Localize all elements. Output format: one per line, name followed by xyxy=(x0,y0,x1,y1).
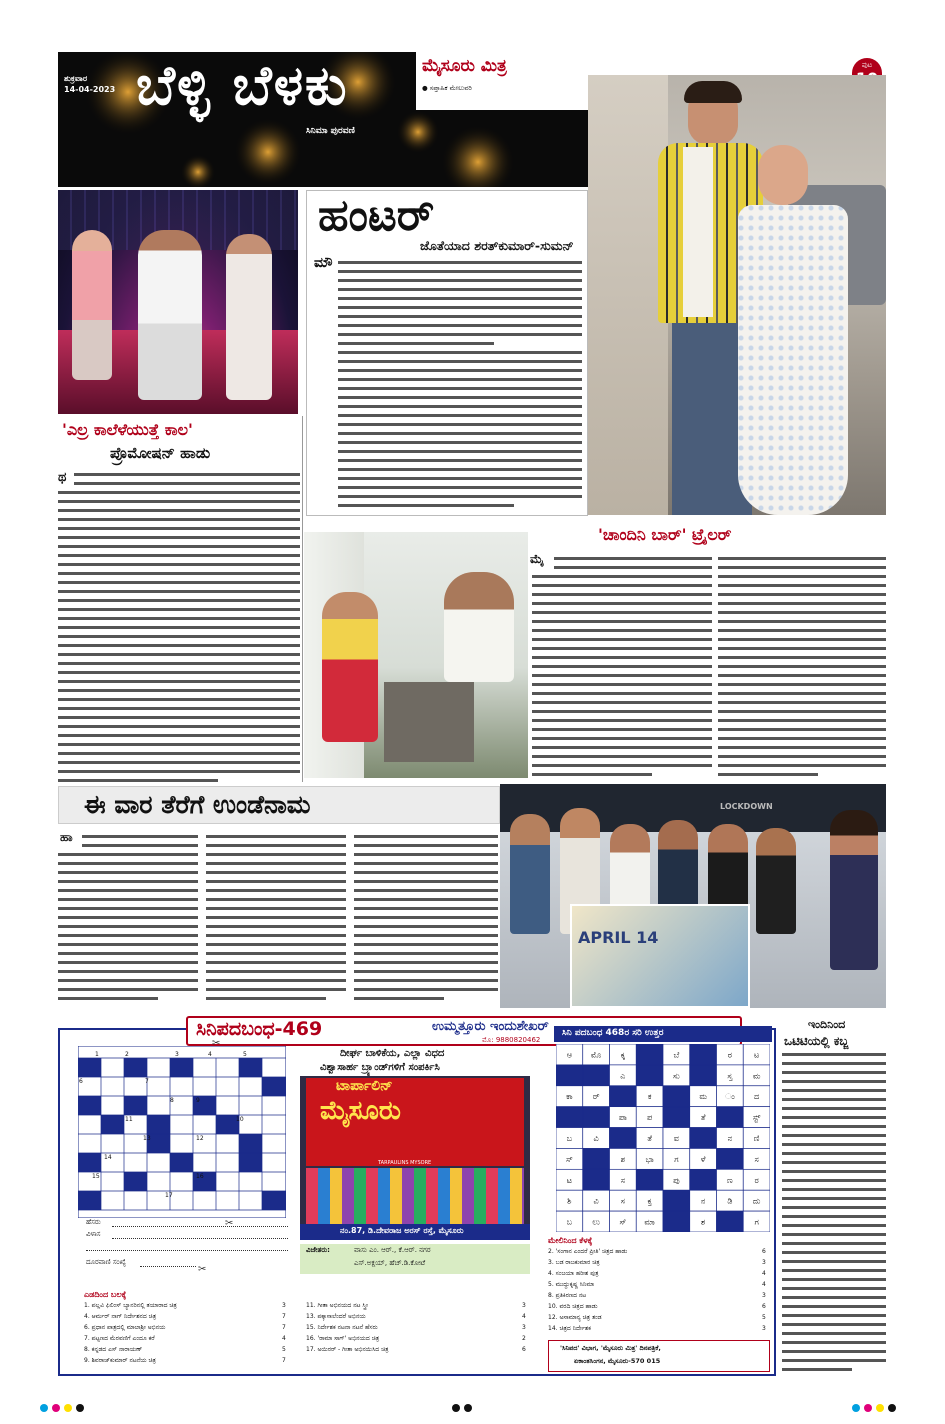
down-clue: 3. ಬಡ ರಾಜಕುಮಾರ ಚಿತ್ರ xyxy=(548,1259,600,1266)
grid-num-8: 8 xyxy=(170,1097,174,1104)
answer-letter: ಕ್ತ xyxy=(647,1196,652,1206)
scissors-icon: ✂ xyxy=(212,1038,221,1049)
registration-marks xyxy=(40,1404,900,1414)
brand-box xyxy=(416,52,588,110)
answer-block-cell xyxy=(663,1107,690,1128)
answer-letter: ವಿ xyxy=(593,1196,599,1206)
answer-letter: ಮೊ xyxy=(590,1050,602,1060)
answer-letter: ಸ್ xyxy=(619,1217,627,1227)
answer-letter: ಕ xyxy=(647,1092,652,1102)
footer-note: 'ಸಿನಿಪದ' ವಿಭಾಗ, 'ಮೈಸೂರು ಮಿತ್ರ' ದಿನಪತ್ರಿಕೆ, xyxy=(560,1344,661,1352)
chandini-title: 'ಚಾಂದಿನಿ ಬಾರ್' ಟ್ರೈಲರ್ xyxy=(598,525,732,544)
answer-letter: ಮಾ xyxy=(644,1217,655,1227)
answer-block-cell xyxy=(690,1128,717,1149)
across-clue: 9. ಶಿವರಾಜ್‌ಕುಮಾರ್ ನಟನೆಯ ಚಿತ್ರ xyxy=(84,1357,156,1364)
mid-num: 3 xyxy=(522,1302,526,1309)
answer-letter: ಶ xyxy=(620,1154,626,1164)
answer-title: ಸಿನಿ ಪದಬಂಧ 468ರ ಸರಿ ಉತ್ತರ xyxy=(562,1028,664,1038)
form-phone-field[interactable] xyxy=(140,1266,196,1267)
answer-letter: ಣ xyxy=(727,1175,733,1185)
answer-letter: ಶ xyxy=(700,1217,706,1227)
masthead-date: 14-04-2023 xyxy=(64,85,116,94)
answer-block-cell xyxy=(636,1044,663,1065)
winners-title: ವಿಜೇತರು: xyxy=(306,1246,330,1254)
answer-letter: ಭಾ xyxy=(645,1154,654,1164)
down-num: 6 xyxy=(762,1303,766,1310)
across-clue: 7. ಪಟ್ಟಣದ ಮೆರವಣಿಗೆ ಎಂದೂ ಕರೆ xyxy=(84,1335,155,1342)
mid-num: 3 xyxy=(522,1324,526,1331)
answer-block-cell xyxy=(556,1107,583,1128)
across-clue: 4. ಆರ್ಮರ್ ನಾಗ್ ನಿರ್ದೇಶನದ ಚಿತ್ರ xyxy=(84,1313,157,1320)
answer-block-cell xyxy=(663,1190,690,1211)
grid-num-7: 7 xyxy=(145,1078,149,1085)
answer-letter: ಬ xyxy=(566,1217,573,1227)
answer-letter: ರ xyxy=(754,1175,759,1185)
crossword-grid[interactable] xyxy=(78,1046,286,1218)
scissors-icon: ✂ xyxy=(198,1264,207,1275)
grid-num-1: 1 xyxy=(95,1051,99,1058)
answer-letter: ಕ್ಕ xyxy=(620,1050,626,1060)
across-clue: 1. ಪಲ್ಲವಿ ಫಿಲಿಂಸ್ ಬ್ಯಾನರಿನಲ್ಲಿ ತಯಾರಾದ ಚಿತ್ರ xyxy=(84,1302,177,1309)
answer-block-cell xyxy=(717,1148,744,1169)
answer-letter: ಲು xyxy=(592,1217,600,1227)
movie-poster xyxy=(570,904,750,1008)
ad-line-2: ವಿಶ್ವಾಸಾರ್ಹ ಬ್ರ್ಯಾಂಡ್‌ಗಳಿಗೆ ಸಂಪರ್ಕಿಸಿ xyxy=(320,1062,440,1073)
answer-block-cell xyxy=(583,1148,610,1169)
form-name-label: ಹೆಸರು xyxy=(86,1218,101,1226)
ella-dropcap: ಥ xyxy=(58,470,67,485)
answer-letter: ಮ xyxy=(752,1071,761,1081)
undenaama-group-photo xyxy=(500,784,886,1008)
mid-clue: 17. ಅಯಿರರ್ - ಗೀತಾ ಅಭಿನಯಿಸಿದ ಚಿತ್ರ xyxy=(306,1346,389,1353)
masthead-title: ಬೆಳ್ಳಿ ಬೆಳಕು xyxy=(136,54,349,117)
down-clue: 14. ಚಿತ್ರದ ನಿರ್ದೇಶಕ xyxy=(548,1325,591,1332)
ad-sign-3: TARPAULINS MYSORE xyxy=(378,1160,432,1166)
mid-clue: 15. ನಿರ್ದೇಶಕ ನಟನಾ ನಟನೆ ಹೆಸರು xyxy=(306,1324,378,1331)
grid-num-3: 3 xyxy=(175,1051,179,1058)
answer-letter: ಬ xyxy=(566,1134,573,1143)
mid-clue: 16. 'ರಾಮಾ ಸಾಗ್' ಅಭಿನಯದ ಚಿತ್ರ xyxy=(306,1335,380,1342)
ella-title: 'ಎಲ್ರ ಕಾಲೆಳೆಯುತ್ತೆ ಕಾಲ' xyxy=(62,420,193,439)
across-num: 3 xyxy=(282,1302,286,1309)
answer-block-cell xyxy=(690,1169,717,1190)
answer-letter: ರ xyxy=(727,1050,732,1060)
brand-name: ಮೈಸೂರು ಮಿತ್ರ xyxy=(422,56,507,76)
across-num: 4 xyxy=(282,1335,286,1342)
answer-letter: ಸ xyxy=(754,1154,759,1164)
answer-block-cell xyxy=(610,1128,637,1149)
grid-num-10: 10 xyxy=(236,1116,244,1123)
chandini-body-text-right xyxy=(718,556,886,776)
answer-block-cell xyxy=(610,1086,637,1107)
answer-block-cell xyxy=(583,1065,610,1086)
answer-block-cell xyxy=(556,1065,583,1086)
across-num: 7 xyxy=(282,1357,286,1364)
answer-letter: ಂ xyxy=(724,1092,735,1102)
down-clue: 8. ಪ್ರತಿಕಿರಣದ ನಟ xyxy=(548,1292,587,1299)
crossword-phone: ಮೊ: 9880820462 xyxy=(482,1036,541,1044)
ott-title-1: ಇಂದಿನಿಂದ xyxy=(808,1018,846,1031)
masthead-day: ಶುಕ್ರವಾರ xyxy=(64,74,88,83)
answer-letter: ಆ xyxy=(566,1050,573,1060)
answer-letter: ವಿ xyxy=(593,1134,599,1143)
down-num: 5 xyxy=(762,1314,766,1321)
down-num: 4 xyxy=(762,1281,766,1288)
answer-letter: ಸ xyxy=(620,1175,625,1185)
answer-letter: ಮ xyxy=(699,1092,707,1102)
hunter-subtitle: ಜೊತೆಯಾದ ಶರತ್‌ಕುಮಾರ್-ಸುಮನ್ xyxy=(420,238,574,253)
mid-num: 2 xyxy=(522,1335,526,1342)
down-clue: 2. 'ಸಂಗಾನ ಎಂದರೆ ಪ್ರೀತಿ' ಚಿತ್ರದ ಹಾಡು xyxy=(548,1248,628,1255)
grid-num-6: 6 xyxy=(79,1078,83,1085)
ella-subtitle: ಪ್ರೊಮೋಷನ್ ಹಾಡು xyxy=(110,444,211,462)
answer-letter: ಶಿ xyxy=(567,1196,572,1206)
grid-num-12: 12 xyxy=(196,1135,204,1142)
down-clue: 5. ಮುದ್ದುಕೃಷ್ಣ ಸಿನಿಮಾ xyxy=(548,1281,595,1288)
answer-block-cell xyxy=(690,1065,717,1086)
answer-letter: ಡಿ xyxy=(727,1196,733,1206)
grid-num-2: 2 xyxy=(125,1051,129,1058)
answer-block-cell xyxy=(690,1044,717,1065)
answer-letter: ಪಾ xyxy=(618,1113,627,1123)
tarpaulin-shop-photo xyxy=(300,1076,530,1224)
hunter-title: ಹಂಟರ್ xyxy=(318,190,435,241)
answer-letter: ಪ xyxy=(647,1113,653,1123)
ad-address: ನಂ.87, ಡಿ.ದೇವರಾಜ ಅರಸ್ ರಸ್ತೆ, ಮೈಸೂರು xyxy=(340,1226,464,1235)
down-num: 3 xyxy=(762,1325,766,1332)
down-title: ಮೇಲಿನಿಂದ ಕೆಳಕ್ಕೆ xyxy=(548,1236,593,1245)
chandini-photo xyxy=(304,532,528,778)
ad-sign-2: ಮೈಸೂರು xyxy=(320,1096,401,1126)
chandini-dropcap: ಮೈ xyxy=(530,552,544,566)
answer-letter: ಟ xyxy=(566,1175,572,1185)
answer-block-cell xyxy=(717,1211,744,1232)
answer-letter: ಸ್ಟ್ xyxy=(752,1113,761,1123)
across-clue: 6. ಪ್ರಧಾನ ಪಾತ್ರದಲ್ಲಿ ಮಾಲಾಶ್ರೀ ಅಭಿನಯ xyxy=(84,1324,166,1331)
woman-figure xyxy=(738,145,848,515)
down-num: 3 xyxy=(762,1292,766,1299)
page-label: ಪುಟ xyxy=(861,61,873,69)
answer-block-cell xyxy=(636,1065,663,1086)
hunter-couple-photo xyxy=(588,75,886,515)
stage-promo-photo xyxy=(58,190,298,414)
form-name-field[interactable] xyxy=(112,1226,288,1227)
winners-text-2: ಎಸ್.ಅಕ್ಷಯ್, ಹೆಚ್.ಡಿ.ಕೋಟೆ xyxy=(354,1259,426,1267)
answer-letter: ಪು xyxy=(673,1175,680,1185)
answer-letter: ನ xyxy=(727,1134,733,1143)
answer-letter: ಸ xyxy=(620,1196,625,1206)
answer-letter: ದ xyxy=(754,1092,760,1102)
ott-body-text xyxy=(782,1052,886,1376)
mid-num: 6 xyxy=(522,1346,526,1353)
scissors-icon: ✂ xyxy=(225,1218,234,1229)
poster-date: APRIL 14 xyxy=(578,928,659,947)
answer-letter: ಟ xyxy=(754,1050,760,1060)
answer-letter: ವ xyxy=(673,1134,679,1143)
answer-letter: ನ xyxy=(700,1196,706,1206)
grid-num-13: 13 xyxy=(143,1135,151,1142)
column-rule xyxy=(302,416,303,782)
ee-vaara-title: ಈ ವಾರ ತೆರೆಗೆ ಉಂಡೆನಾಮ xyxy=(84,790,311,819)
ee-vaara-dropcap: ಹಾ xyxy=(60,830,73,844)
answer-letter: ಗ xyxy=(674,1154,679,1164)
answer-letter: ಳೆ xyxy=(700,1154,706,1164)
form-address-line-2[interactable] xyxy=(86,1250,288,1251)
answer-block-cell xyxy=(663,1086,690,1107)
grid-num-15: 15 xyxy=(92,1173,100,1180)
crossword-author: ಉಮ್ಮತ್ತೂರು ಇಂದುಶೇಖರ್ xyxy=(432,1019,549,1034)
grid-num-9: 9 xyxy=(196,1097,200,1104)
ad-line-1: ದೀರ್ಘ ಬಾಳಿಕೆಯ, ಎಲ್ಲಾ ವಿಧದ xyxy=(340,1048,445,1059)
across-num: 5 xyxy=(282,1346,286,1353)
answer-letter: ಬೆ xyxy=(673,1050,680,1060)
answer-block-cell xyxy=(663,1211,690,1232)
form-address-field[interactable] xyxy=(112,1238,288,1239)
across-clue: 8. ಕನ್ನಡದ ಎಸ್ ನಾರಾಯಣ್ xyxy=(84,1346,143,1353)
hunter-body-text xyxy=(338,260,584,508)
masthead xyxy=(58,52,588,187)
answer-block-cell xyxy=(583,1169,610,1190)
answer-letter: ರ್ xyxy=(592,1092,600,1102)
answer-letter: ಣಿ xyxy=(753,1134,760,1143)
winners-text: ವಾಸು ಎಂ. ಆರ್., ಕೆ.ಆರ್. ನಗರ xyxy=(354,1246,431,1254)
down-num: 6 xyxy=(762,1248,766,1255)
answer-letter: ಗ xyxy=(754,1217,759,1227)
ott-title-2: ಒಟಿಟಿಯಲ್ಲಿ ಕಬ್ಜ xyxy=(784,1034,849,1048)
answer-letter: ಸ್ತ xyxy=(727,1071,733,1081)
crossword-banner-title: ಸಿನಿಪದಬಂಧ-469 xyxy=(196,1018,323,1040)
ella-body-text xyxy=(58,472,300,784)
down-clue: 10. ವರದಿ ಚಿತ್ರದ ಹಾಡು xyxy=(548,1303,598,1310)
ee-vaara-body-text xyxy=(58,834,500,1008)
masthead-subtitle: ಸಿನಿಮಾ ಪುರವಣಿ xyxy=(306,126,355,136)
answer-letter: ಕಾ xyxy=(566,1092,573,1102)
answer-letter: ಸು xyxy=(672,1071,680,1081)
grid-num-16: 16 xyxy=(196,1173,204,1180)
answer-block-cell xyxy=(583,1107,610,1128)
down-clue: 12. ಅಸಾಮಾನ್ಯ ಚಿತ್ರ ತಂಡ xyxy=(548,1314,602,1321)
grid-num-14: 14 xyxy=(104,1154,112,1161)
form-address-label: ವಿಳಾಸ xyxy=(86,1230,101,1238)
answer-block-cell xyxy=(717,1107,744,1128)
grid-num-17: 17 xyxy=(165,1192,173,1199)
across-num: 7 xyxy=(282,1313,286,1320)
mid-clue: 13. ಪಕ್ಕಾಸಾಲೆಂದರೆ ಅಭಿನಯ xyxy=(306,1313,366,1320)
grid-num-11: 11 xyxy=(125,1116,133,1123)
lockdown-label: LOCKDOWN xyxy=(720,802,773,811)
mid-num: 4 xyxy=(522,1313,526,1320)
answer-letter: ಸ್ xyxy=(565,1154,573,1164)
answer-letter: ತೆ xyxy=(700,1113,706,1123)
mid-clue: 11. ಗೀತಾ ಅಭಿನಯದ ನಟ ಸ್ತ್ರೀ xyxy=(306,1302,368,1309)
answer-grid xyxy=(556,1044,770,1232)
answer-block-cell xyxy=(636,1169,663,1190)
answer-letter: ತೆ xyxy=(647,1134,652,1143)
footer-note-2: ಏಕಾಂತಸಿಂಗನ, ಮೈಸೂರು-570 015 xyxy=(574,1357,661,1365)
answer-letter: ದು xyxy=(752,1196,761,1206)
grid-num-5: 5 xyxy=(243,1051,247,1058)
down-num: 4 xyxy=(762,1270,766,1277)
ad-sign-1: ಟಾರ್ಪಾಲಿನ್ xyxy=(336,1078,393,1094)
down-clue: 4. ಸಂಜಯಾ ಹರೀಶ ಪುತ್ರ xyxy=(548,1270,599,1277)
across-num: 7 xyxy=(282,1324,286,1331)
brand-tagline: ● ಸಪ್ತಾಹಿಕ ಮೇಲುವರಿ xyxy=(422,84,472,92)
down-num: 3 xyxy=(762,1259,766,1266)
grid-num-4: 4 xyxy=(208,1051,212,1058)
form-phone-label: ದೂರವಾಣಿ ಸಂಖ್ಯೆ xyxy=(86,1258,126,1266)
across-title: ಎಡದಿಂದ ಬಲಕ್ಕೆ xyxy=(84,1290,127,1299)
hunter-dropcap: ಮೌ xyxy=(314,255,333,271)
answer-letter: ಎ xyxy=(620,1071,626,1081)
chandini-body-text-left xyxy=(532,556,712,776)
